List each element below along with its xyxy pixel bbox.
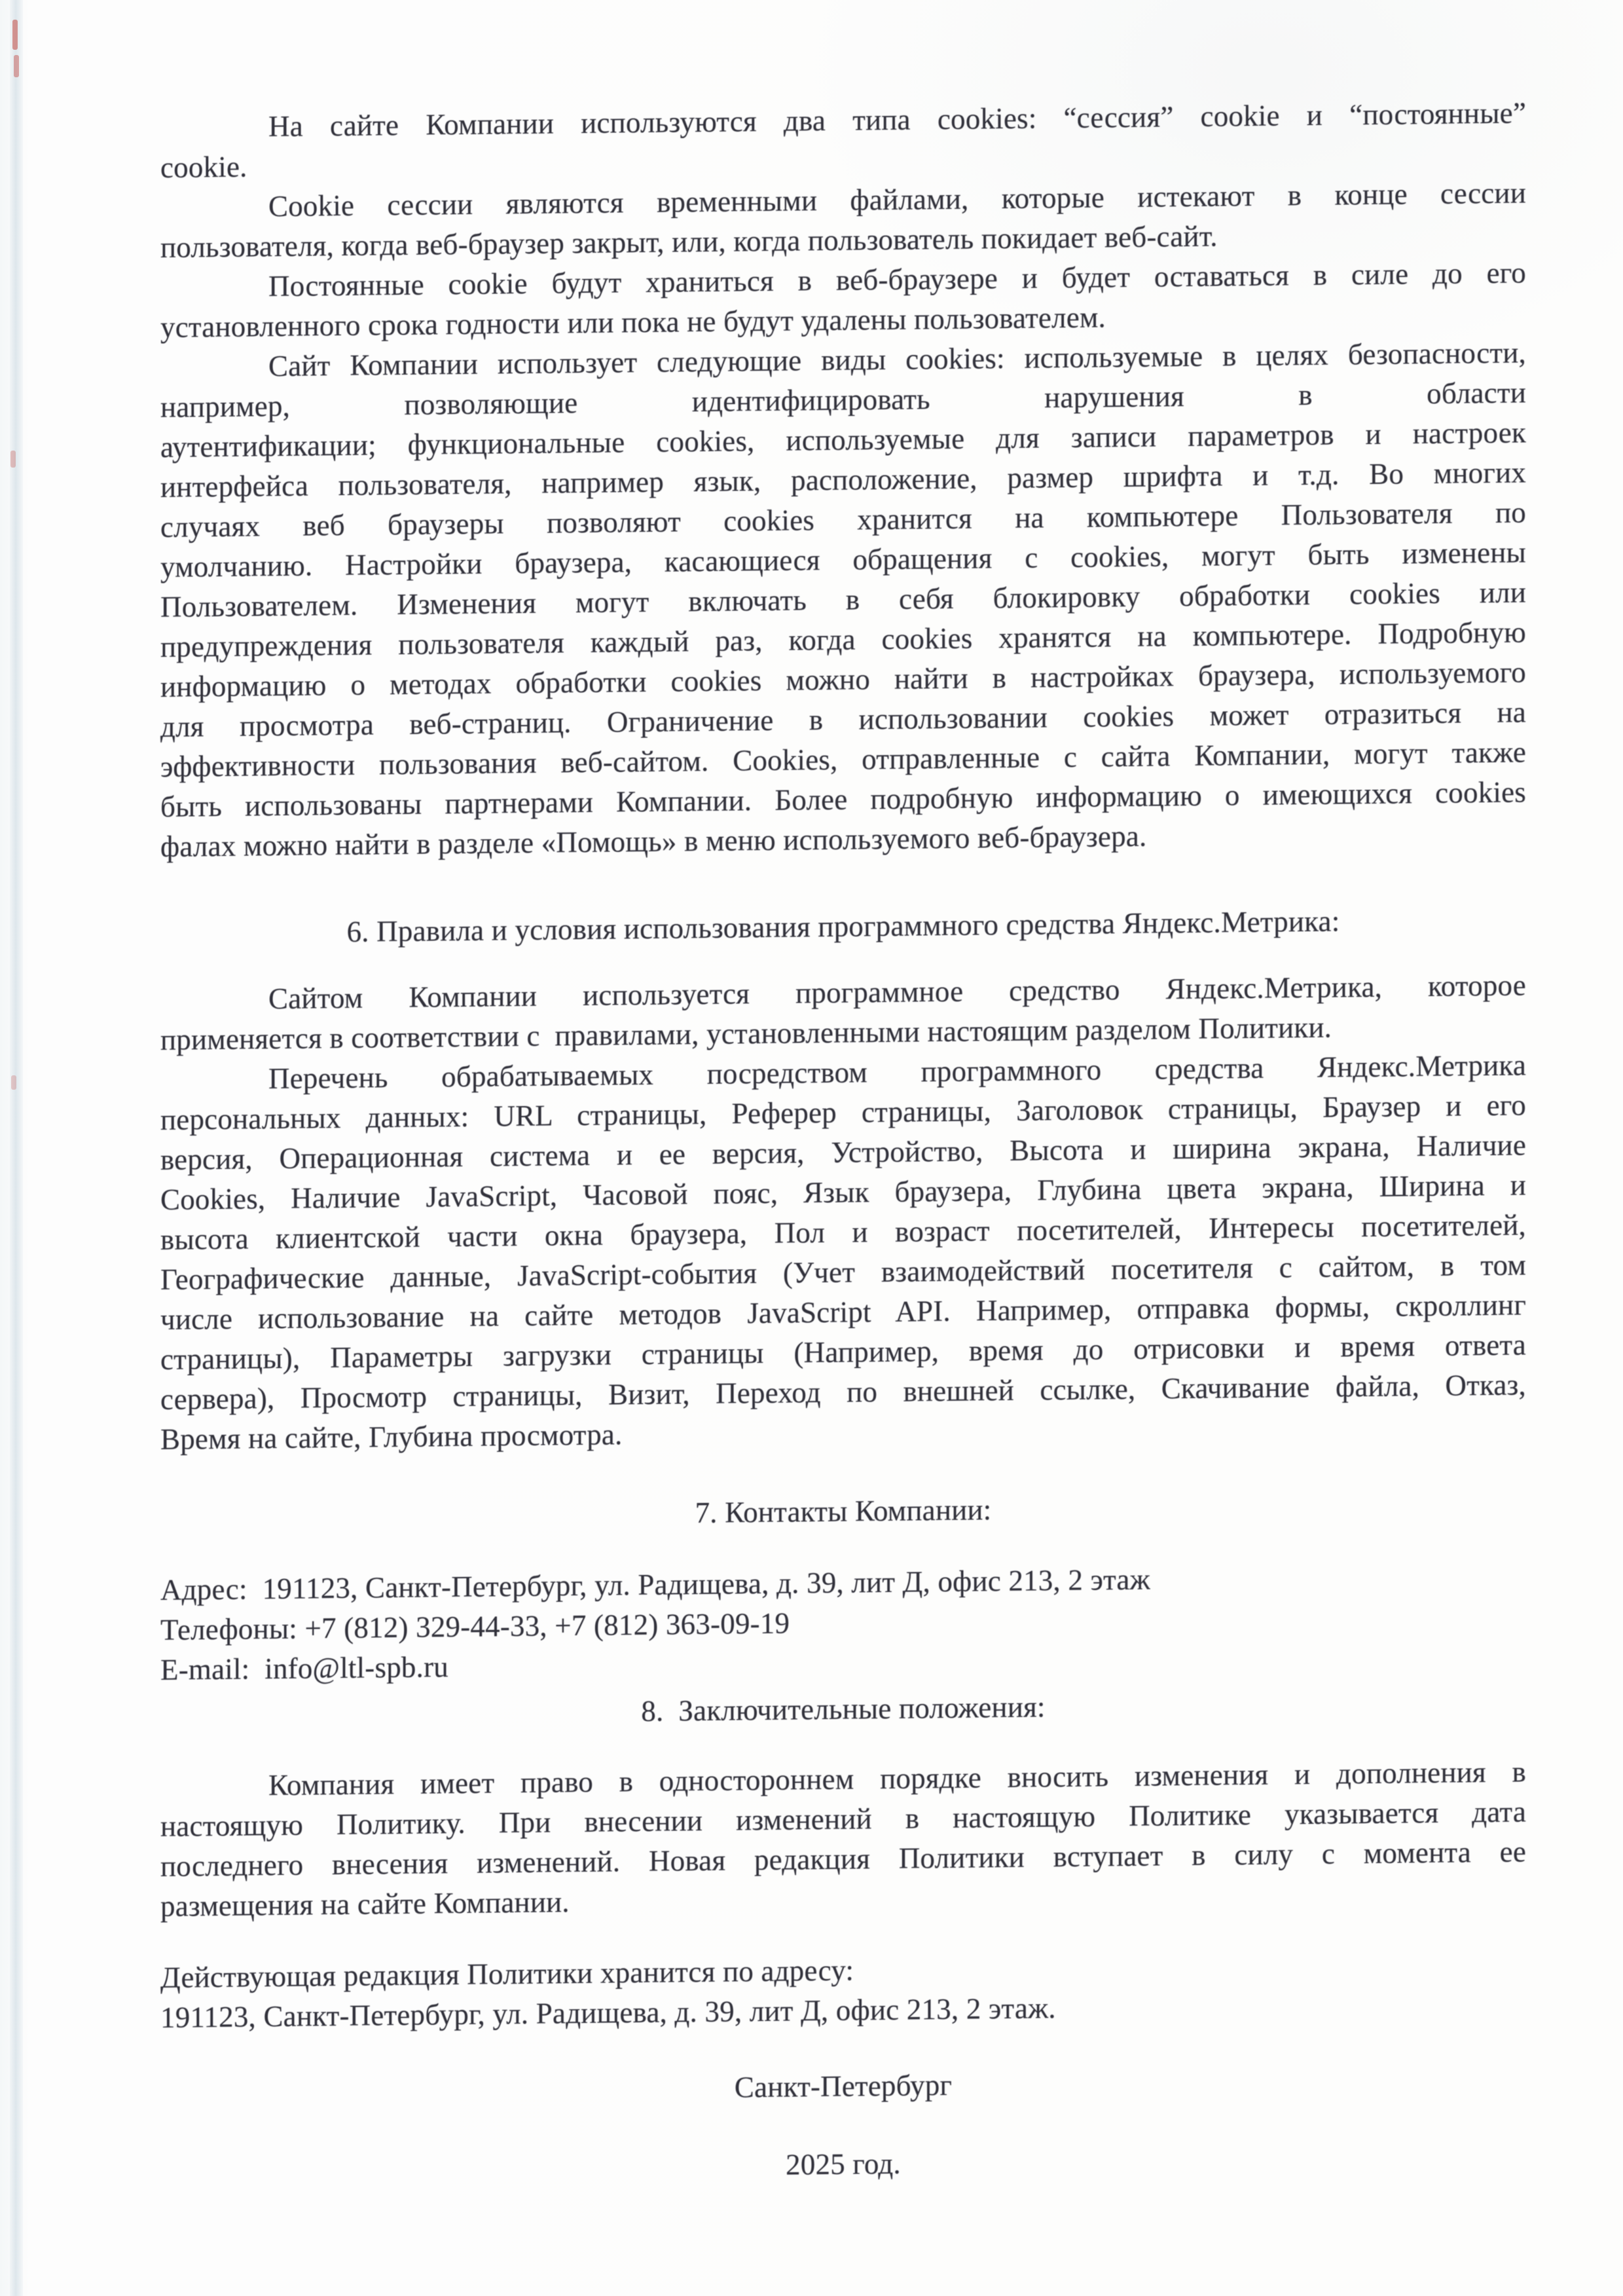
text-line: персональных данных: URL страницы, Реферер страницы, Заголовок страницы, Браузер и его bbox=[160, 1088, 1526, 1136]
heading-text: 6. Правила и условия использования программного средства Яндекс.Метрика: bbox=[346, 904, 1340, 948]
text-line: применяется в соответствии с правилами, установленными настоящим разделом Политики. bbox=[160, 1010, 1332, 1056]
paragraph-persistent-cookies bbox=[160, 253, 1526, 348]
text-line: Телефоны: +7 (812) 329-44-33, +7 (812) 363-09-19 bbox=[160, 1606, 790, 1646]
text-line: Cookies, Наличие JavaScript, Часовой пояс, Язык браузера, Глубина цвета экрана, Ширина и bbox=[160, 1168, 1526, 1216]
text-line: страницы), Параметры загрузки страницы (Например, время до отрисовки и время ответа bbox=[160, 1328, 1526, 1376]
text-line: быть использованы партнерами Компании. Более подробную информацию о имеющихся cookies bbox=[160, 775, 1526, 823]
heading-text: 7. Контакты Компании: bbox=[695, 1493, 992, 1530]
text-line: для просмотра веб-страниц. Ограничение в использовании cookies может отразиться на bbox=[160, 695, 1526, 743]
text-line: пользователя, когда веб-браузер закрыт, или, когда пользователь покидает веб-сайт. bbox=[160, 219, 1218, 264]
text-line: фалах можно найти в разделе «Помощь» в меню используемого веб-браузера. bbox=[160, 819, 1147, 863]
text-line: аутентификации; функциональные cookies, используемые для записи параметров и настроек bbox=[160, 416, 1526, 464]
text-line: E-mail: info@ltl-spb.ru bbox=[160, 1650, 448, 1686]
paragraph-session-cookies bbox=[160, 173, 1526, 268]
paragraph-cookie-types bbox=[160, 93, 1526, 188]
text-line: эффективности пользования веб-сайтом. Cookies, отправленные с сайта Компании, могут также bbox=[160, 735, 1526, 783]
heading-text: 8. Заключительные положения: bbox=[641, 1690, 1046, 1728]
text-line: высота клиентской части окна браузера, Пол и возраст посетителей, Интересы посетителей, bbox=[160, 1208, 1526, 1256]
text-line: умолчанию. Настройки браузера, касающиеся обращения с cookies, могут быть изменены bbox=[160, 536, 1526, 583]
text-line: интерфейса пользователя, например язык, расположение, размер шрифта и т.д. Во многих bbox=[160, 456, 1526, 504]
red-scan-mark bbox=[12, 20, 18, 50]
text-line: Постоянные cookie будут храниться в веб-браузере и будет оставаться в силе до его bbox=[268, 256, 1526, 303]
text-line: предупреждения пользователя каждый раз, когда cookies хранятся на компьютере. Подробную bbox=[160, 616, 1526, 663]
text-line: На сайте Компании используются два типа cookies: “сессия” cookie и “постоянные” bbox=[268, 96, 1526, 143]
red-scan-mark bbox=[11, 1075, 16, 1090]
text-line: Санкт-Петербург bbox=[734, 2068, 953, 2104]
text-line: случаях веб браузеры позволяют cookies хранится на компьютере Пользователя по bbox=[160, 496, 1526, 544]
text-line: последнего внесения изменений. Новая редакция Политики вступает в силу с момента ее bbox=[160, 1835, 1526, 1883]
text-line: сервера), Просмотр страницы, Визит, Переход по внешней ссылке, Скачивание файла, Отказ, bbox=[160, 1368, 1526, 1416]
text-line: числе использование на сайте методов JavaScript API. Например, отправка формы, скроллинг bbox=[160, 1288, 1526, 1336]
text-line: Время на сайте, Глубина просмотра. bbox=[160, 1418, 623, 1456]
paragraph-final-provisions bbox=[160, 1752, 1526, 1927]
document-text-column bbox=[160, 0, 1526, 2192]
section-6-heading bbox=[160, 899, 1526, 954]
text-line: информацию о методах обработки cookies можно найти в настройках браузера, используемого bbox=[160, 656, 1526, 703]
section-8-heading bbox=[160, 1682, 1526, 1737]
section-7-heading bbox=[160, 1484, 1526, 1539]
text-line: Пользователем. Изменения могут включать в себя блокировку обработки cookies или bbox=[160, 576, 1526, 623]
paragraph-cookie-kinds-and-browser-settings bbox=[160, 333, 1526, 867]
text-line: настоящую Политику. При внесении изменений в настоящую Политике указывается дата bbox=[160, 1795, 1526, 1843]
text-line: Перечень обрабатываемых посредством программного средства Яндекс.Метрика bbox=[268, 1048, 1526, 1096]
text-line: cookie. bbox=[160, 150, 247, 184]
text-line: установленного срока годности или пока не будут удалены пользователем. bbox=[160, 301, 1106, 344]
text-line: Сайтом Компании используется программное средство Яндекс.Метрика, которое bbox=[268, 969, 1526, 1016]
text-line: например, позволяющие идентифицировать нарушения в области bbox=[160, 376, 1526, 424]
text-line: версия, Операционная система и ее версия, Устройство, Высота и ширина экрана, Наличие bbox=[160, 1128, 1526, 1176]
text-line: Сайт Компании использует следующие виды cookies: используемые в целях безопасности, bbox=[268, 336, 1526, 383]
paragraph-yandex-metrika-usage bbox=[160, 965, 1526, 1060]
text-line: 2025 год. bbox=[786, 2147, 901, 2181]
scanner-edge-strip bbox=[10, 0, 23, 2296]
text-line: Адрес: 191123, Санкт-Петербург, ул. Радищева, д. 39, лит Д, офис 213, 2 этаж bbox=[160, 1563, 1150, 1606]
text-line: Компания имеет право в одностороннем порядке вносить изменения и дополнения в bbox=[268, 1755, 1526, 1802]
paragraph-yandex-metrika-data-list bbox=[160, 1045, 1526, 1460]
policy-storage-address bbox=[160, 1943, 1526, 2038]
company-contacts bbox=[160, 1555, 1526, 1690]
text-line: Cookie сессии являются временными файлами, которые истекают в конце сессии bbox=[268, 176, 1526, 223]
red-scan-mark bbox=[10, 451, 16, 468]
text-line: размещения на сайте Компании. bbox=[160, 1885, 570, 1923]
footer-year bbox=[160, 2137, 1526, 2192]
text-line: 191123, Санкт-Петербург, ул. Радищева, д. 39, лит Д, офис 213, 2 этаж. bbox=[160, 1991, 1056, 2034]
text-line: Действующая редакция Политики хранится по адресу: bbox=[160, 1953, 854, 1994]
footer-city bbox=[160, 2059, 1526, 2114]
red-scan-mark bbox=[14, 55, 19, 77]
text-line: Географические данные, JavaScript-события (Учет взаимодействий посетителя с сайтом, в том bbox=[160, 1248, 1526, 1296]
